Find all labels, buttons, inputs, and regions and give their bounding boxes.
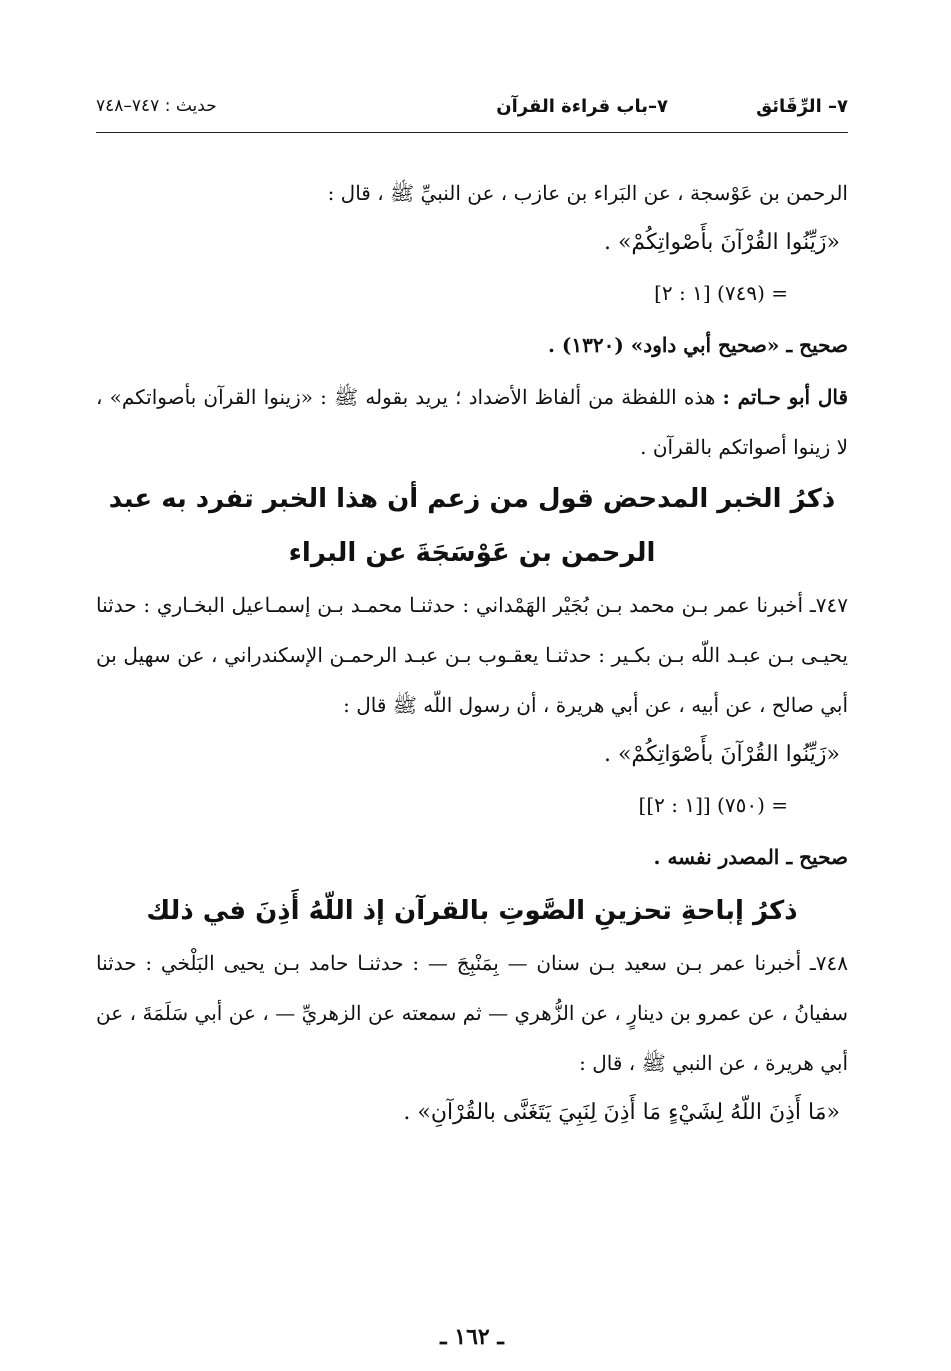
chapter-title: ٧– الرِّقَائق bbox=[756, 96, 848, 117]
reference-750: = (٧٥٠) [[١ : ٢]] bbox=[638, 793, 788, 817]
reference-749: = (٧٤٩) [١ : ٢] bbox=[654, 281, 788, 305]
hadith-text-747: «زَيِّنُوا القُرْآنَ بأَصْوَاتِكُمْ» . bbox=[603, 742, 840, 767]
hadith-text-749: «زَيِّنُوا القُرْآنَ بأَصْواتِكُمْ» . bbox=[603, 230, 840, 255]
grading-749: صحيح ـ «صحيح أبي داود» (١٣٢٠) . bbox=[548, 333, 848, 357]
grading-747: صحيح ـ المصدر نفسه . bbox=[653, 845, 848, 869]
hadith-748-isnad: ٧٤٨ـ أخبرنا عمر بـن سعيد بـن سنان — بِمَنْبِجَ — : حدثنـا حامد بـن يحيى البَلْخي : حدثنا سفيانُ ، عن عمرو بن دينارٍ ، عن الزُّهري — ثم سمعته عن الزهريِّ — ، عن أبي سَلَمَةَ ، عن أبي هريرة ، عن النبي ﷺ ، قال : bbox=[96, 951, 848, 1075]
commentary bbox=[96, 372, 848, 472]
page-body bbox=[96, 168, 848, 1138]
hadith-range: حديث : ٧٤٧–٧٤٨ bbox=[96, 96, 217, 116]
commentary-text: هذه اللفظة من ألفاظ الأضداد ؛ يريد بقوله ﷺ : «زينوا القرآن بأصواتكم» ، لا زينوا أصواتكم بالقرآن . bbox=[96, 385, 848, 459]
header-divider bbox=[96, 132, 848, 133]
chapter-heading-2: ذكرُ إباحةِ تحزينِ الصَّوتِ بالقرآن إذ اللّهُ أَذِنَ في ذلك bbox=[146, 896, 798, 926]
commentary-author: قال أبو حـاتم : bbox=[722, 385, 849, 409]
heading-line: ذكرُ الخبر المدحض قول من زعم أن هذا الخبر تفرد به عبد bbox=[108, 484, 836, 514]
section-title: ٧–باب قراءة القرآن bbox=[496, 96, 668, 117]
hadith-747-isnad: ٧٤٧ـ أخبرنا عمر بـن محمد بـن بُجَيْر الهَمْداني : حدثنـا محمـد بـن إسمـاعيل البخـاري : حدثنا يحيـى بـن عبـد اللّه بـن بكـير : حدثنـا يعقـوب بـن عبـد الرحمـن الإسكندراني ، عن سهيل بن أبي صالح ، عن أبيه ، عن أبي هريرة ، أن رسول اللّه ﷺ قال : bbox=[96, 593, 848, 717]
heading-line: الرحمن بن عَوْسَجَةَ عن البراء bbox=[288, 538, 656, 568]
document-page bbox=[96, 86, 849, 1350]
hadith-text-748: «مَا أَذِنَ اللّهُ لِشَيْءٍ مَا أَذِنَ لِنَبِيَ يَتَغَنَّى بالقُرْآنِ» . bbox=[403, 1100, 840, 1125]
continued-isnad: الرحمن بن عَوْسجة ، عن البَراء بن عازب ، عن النبيِّ ﷺ ، قال : bbox=[327, 181, 848, 205]
page-number: ـ ١٦٢ ـ bbox=[440, 1324, 504, 1350]
page-header bbox=[96, 86, 848, 126]
chapter-heading-1 bbox=[96, 472, 848, 580]
